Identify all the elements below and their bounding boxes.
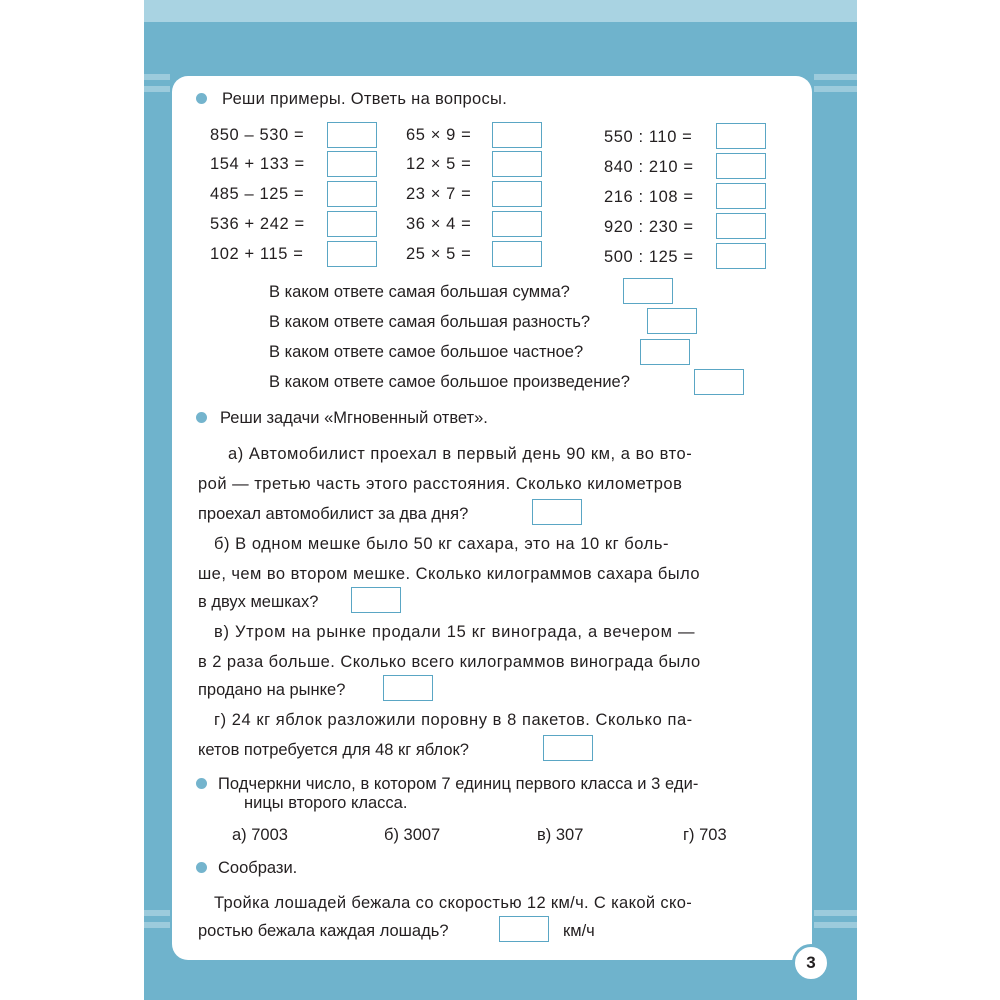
- problem-d-line: г) 24 кг яблок разложили поровну в 8 пакетов. Сколько па-: [214, 711, 693, 729]
- problem-a-line: а) Автомобилист проехал в первый день 90 км, а во вто-: [228, 445, 693, 463]
- answer-box[interactable]: [327, 122, 377, 148]
- left-stripe: [144, 86, 170, 92]
- page-number: 3: [806, 953, 816, 972]
- answer-box[interactable]: [694, 369, 744, 395]
- answer-box[interactable]: [640, 339, 690, 365]
- answer-box[interactable]: [716, 153, 766, 179]
- answer-box[interactable]: [492, 151, 542, 177]
- option[interactable]: г) 703: [683, 826, 727, 844]
- answer-box[interactable]: [499, 916, 549, 942]
- task3-heading: ницы второго класса.: [244, 794, 408, 812]
- expression: 840 : 210 =: [604, 158, 694, 176]
- answer-box[interactable]: [327, 211, 377, 237]
- expression: 12 × 5 =: [406, 155, 472, 173]
- expression: 500 : 125 =: [604, 248, 694, 266]
- left-stripe: [144, 910, 170, 916]
- answer-box[interactable]: [351, 587, 401, 613]
- bullet-icon: [196, 93, 207, 104]
- answer-box[interactable]: [623, 278, 673, 304]
- problem-a-line: рой — третью часть этого расстояния. Сколько километров: [198, 475, 683, 493]
- option[interactable]: а) 7003: [232, 826, 288, 844]
- question: В каком ответе самое большое произведение?: [269, 373, 630, 391]
- expression: 154 + 133 =: [210, 155, 305, 173]
- task1-heading: Реши примеры. Ответь на вопросы.: [222, 90, 508, 108]
- answer-box[interactable]: [327, 181, 377, 207]
- bullet-icon: [196, 778, 207, 789]
- page-number-badge: [792, 944, 830, 982]
- expression: 850 – 530 =: [210, 126, 305, 144]
- expression: 536 + 242 =: [210, 215, 305, 233]
- task4-heading: Сообрази.: [218, 859, 298, 877]
- problem-b-line: ше, чем во втором мешке. Сколько килограммов сахара было: [198, 565, 700, 583]
- answer-box[interactable]: [492, 181, 542, 207]
- task4-line: ростью бежала каждая лошадь?: [198, 922, 449, 940]
- task4-line: Тройка лошадей бежала со скоростью 12 км/ч. С какой ско-: [214, 894, 693, 912]
- right-stripe: [814, 910, 857, 916]
- right-stripe: [814, 74, 857, 80]
- answer-box[interactable]: [647, 308, 697, 334]
- answer-box[interactable]: [492, 122, 542, 148]
- bullet-icon: [196, 412, 207, 423]
- answer-box[interactable]: [543, 735, 593, 761]
- expression: 25 × 5 =: [406, 245, 472, 263]
- expression: 550 : 110 =: [604, 128, 693, 146]
- problem-c-line: продано на рынке?: [198, 681, 346, 699]
- left-stripe: [144, 74, 170, 80]
- answer-box[interactable]: [716, 123, 766, 149]
- problem-a-line: проехал автомобилист за два дня?: [198, 505, 469, 523]
- answer-box[interactable]: [327, 241, 377, 267]
- answer-box[interactable]: [492, 241, 542, 267]
- bullet-icon: [196, 862, 207, 873]
- problem-b-line: в двух мешках?: [198, 593, 319, 611]
- option[interactable]: в) 307: [537, 826, 584, 844]
- task2-heading: Реши задачи «Мгновенный ответ».: [220, 409, 488, 427]
- expression: 216 : 108 =: [604, 188, 694, 206]
- problem-d-line: кетов потребуется для 48 кг яблок?: [198, 741, 469, 759]
- problem-c-line: в 2 раза больше. Сколько всего килограммов винограда было: [198, 653, 701, 671]
- unit-label: км/ч: [563, 922, 595, 940]
- right-stripe: [814, 86, 857, 92]
- option[interactable]: б) 3007: [384, 826, 441, 844]
- expression: 23 × 7 =: [406, 185, 472, 203]
- question: В каком ответе самое большое частное?: [269, 343, 584, 361]
- expression: 102 + 115 =: [210, 245, 304, 263]
- expression: 36 × 4 =: [406, 215, 472, 233]
- answer-box[interactable]: [716, 243, 766, 269]
- question: В каком ответе самая большая сумма?: [269, 283, 570, 301]
- answer-box[interactable]: [716, 213, 766, 239]
- problem-c-line: в) Утром на рынке продали 15 кг винограда, а вечером —: [214, 623, 696, 641]
- expression: 920 : 230 =: [604, 218, 694, 236]
- expression: 485 – 125 =: [210, 185, 305, 203]
- question: В каком ответе самая большая разность?: [269, 313, 591, 331]
- problem-b-line: б) В одном мешке было 50 кг сахара, это на 10 кг боль-: [214, 535, 670, 553]
- left-stripe: [144, 922, 170, 928]
- top-band: [144, 0, 857, 22]
- answer-box[interactable]: [492, 211, 542, 237]
- answer-box[interactable]: [327, 151, 377, 177]
- answer-box[interactable]: [532, 499, 582, 525]
- right-stripe: [814, 922, 857, 928]
- answer-box[interactable]: [716, 183, 766, 209]
- task3-heading: Подчеркни число, в котором 7 единиц первого класса и 3 еди-: [218, 775, 699, 793]
- answer-box[interactable]: [383, 675, 433, 701]
- expression: 65 × 9 =: [406, 126, 472, 144]
